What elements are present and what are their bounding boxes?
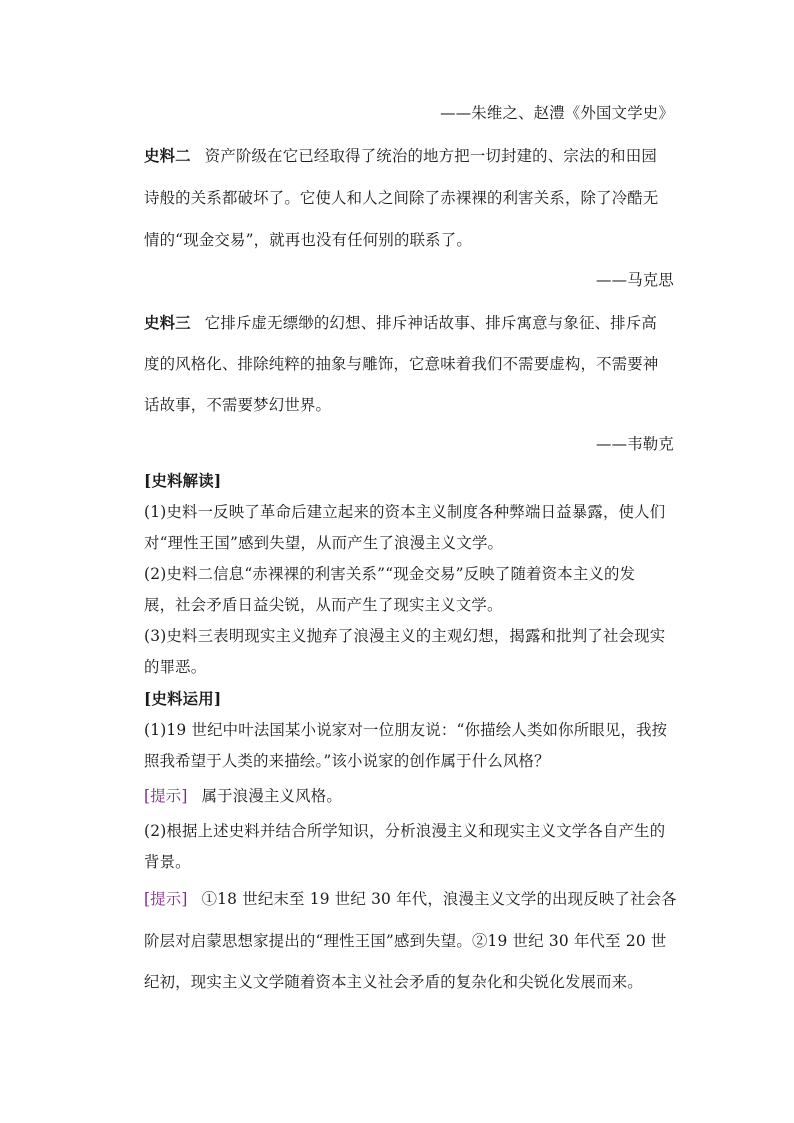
application-q1-line-2: 照我希望于人类的来描绘。”该小说家的创作属于什么风格？ <box>144 752 550 770</box>
tip-label-1: [提示] <box>144 787 188 805</box>
interpretation-p1-line-2: 对“理性王国”感到失望，从而产生了浪漫主义文学。 <box>144 534 504 552</box>
application-tip-2-line-3: 纪初，现实主义文学随着资本主义社会矛盾的复杂化和尖锐化发展而来。 <box>144 973 643 991</box>
source-2-label: 史料二 <box>144 147 191 165</box>
source-3-attribution: ——韦勒克 <box>596 435 674 453</box>
source-3-line-1 <box>144 311 674 333</box>
application-q2-line-2: 背景。 <box>144 853 191 871</box>
interpretation-p2-line-2: 展，社会矛盾日益尖锐，从而产生了现实主义文学。 <box>144 596 503 614</box>
source-2-text-1: 资产阶级在它已经取得了统治的地方把一切封建的、宗法的和田园 <box>204 147 657 165</box>
application-heading: [史料运用] <box>144 690 222 708</box>
source-2-line-3: 情的“现金交易”，就再也没有任何别的联系了。 <box>144 231 472 249</box>
source-3-text-1: 它排斥虚无缥缈的幻想、排斥神话故事、排斥寓意与象征、排斥高 <box>204 314 657 332</box>
tip-2-text-1: ①18 世纪末至 19 世纪 30 年代，浪漫主义文学的出现反映了社会各 <box>201 890 677 908</box>
attribution-1: ——朱维之、赵澧《外国文学史》 <box>440 104 674 122</box>
application-tip-2-line-2: 阶层对启蒙思想家提出的“理性王国”感到失望。②19 世纪 30 年代至 20 世 <box>144 932 667 950</box>
interpretation-p3-line-2: 的罪恶。 <box>144 658 207 676</box>
source-2-line-2: 诗般的关系都破坏了。它使人和人之间除了赤裸裸的利害关系，除了冷酷无 <box>144 189 659 207</box>
application-q1-line-1: (1)19 世纪中叶法国某小说家对一位朋友说：“你描绘人类如你所眼见，我按 <box>144 721 668 739</box>
source-3-line-3: 话故事，不需要梦幻世界。 <box>144 396 332 414</box>
source-2-attribution: ——马克思 <box>596 271 674 289</box>
tip-label-2: [提示] <box>144 890 188 908</box>
interpretation-p3-line-1: (3)史料三表明现实主义抛弃了浪漫主义的主观幻想，揭露和批判了社会现实 <box>144 627 666 645</box>
source-3-line-2: 度的风格化、排除纯粹的抽象与雕饰，它意味着我们不需要虚构，不需要神 <box>144 355 659 373</box>
source-3-label: 史料三 <box>144 314 191 332</box>
application-tip-2-line-1 <box>144 887 677 909</box>
source-2-line-1 <box>144 144 674 166</box>
interpretation-p1-line-1: (1)史料一反映了革命后建立起来的资本主义制度各种弊端日益暴露，使人们 <box>144 503 666 521</box>
tip-1-text: 属于浪漫主义风格。 <box>201 787 342 805</box>
application-q2-line-1: (2)根据上述史料并结合所学知识，分析浪漫主义和现实主义文学各自产生的 <box>144 822 666 840</box>
application-tip-1 <box>144 784 674 806</box>
interpretation-heading: [史料解读] <box>144 472 222 490</box>
interpretation-p2-line-1: (2)史料二信息“赤裸裸的利害关系”“现金交易”反映了随着资本主义的发 <box>144 565 636 583</box>
